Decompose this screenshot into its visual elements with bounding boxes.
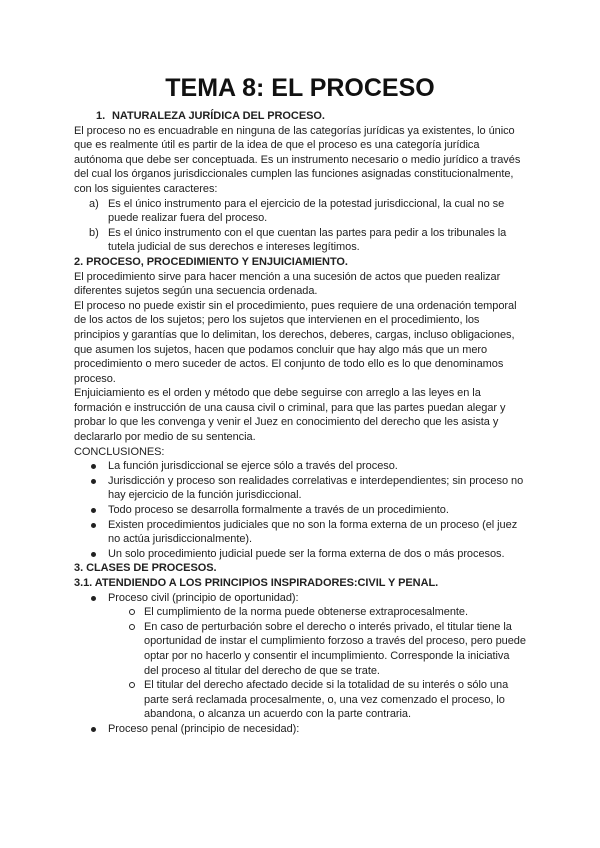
list-item (74, 459, 526, 474)
list-item-text: Todo proceso se desarrolla formalmente a través de un procedimiento. (108, 504, 449, 517)
hollow-bullet-icon (129, 609, 135, 615)
bullet-icon (91, 479, 96, 484)
document-body (74, 109, 526, 737)
sub-list-item (74, 678, 526, 722)
list-item-text: Proceso penal (principio de necesidad): (108, 722, 300, 735)
list-item-text: Jurisdicción y proceso son realidades correlativas e interdependientes; sin proceso no hay ejercicio de la función jurisdiccional. (108, 474, 524, 502)
list-item (74, 547, 526, 562)
section-3-heading: 3. CLASES DE PROCESOS. (74, 562, 217, 575)
list-item-text: Es el único instrumento para el ejercicio de la potestad jurisdiccional, la cual no se puede realizar fuera del proceso. (108, 197, 505, 225)
list-item (74, 518, 526, 547)
bullet-icon (91, 464, 96, 469)
list-item-penal (74, 722, 526, 737)
section-2-paragraph: El procedimiento sirve para hacer mención a una sucesión de actos que pueden realizar diferentes sujetos según una secuencia ordenada. (74, 270, 501, 298)
section-1-number: 1. (96, 110, 106, 122)
list-marker: a) (89, 197, 99, 210)
list-item (74, 197, 526, 226)
hollow-bullet-icon (129, 624, 135, 630)
section-2-paragraph: El proceso no puede existir sin el procedimiento, pues requiere de una ordenación temporal de los actos de los sujetos; pero los sujetos que intervienen en el procedimiento, los principios y garantías que lo delimitan, los derechos, deberes, cargas, incluso obligaciones, que asumen los sujetos, hacen que podamos concluir que hay algo más que un mero procedimiento o mero suceder de actos. El conjunto de todo ello es lo que denominamos proceso. (74, 299, 517, 385)
list-item (74, 226, 526, 255)
list-item-text: En caso de perturbación sobre el derecho o interés privado, el titular tiene la oportunidad de instar el cumplimiento forzoso a través del proceso, pero puede optar por no hacerlo y consentir el incumplimiento. Corresponde la iniciativa del proceso al titular del derecho de que se trate. (144, 620, 526, 677)
list-item-text: El cumplimiento de la norma puede obtenerse extraprocesalmente. (144, 606, 468, 619)
list-item-text: El titular del derecho afectado decide si la totalidad de su interés o sólo una parte será reclamada procesalmente, o, una vez comenzado el proceso, lo abandona, o alcanza un acuerdo con la parte contraria. (144, 679, 509, 721)
page-title: TEMA 8: EL PROCESO (165, 74, 435, 102)
section-1-list (74, 197, 526, 255)
list-item-text: Es el único instrumento con el que cuentan las partes para pedir a los tribunales la tutela judicial de sus derechos e intereses legítimos. (108, 226, 507, 254)
section-1-heading (74, 109, 526, 124)
section-1-paragraph: El proceso no es encuadrable en ninguna de las categorías jurídicas ya existentes, lo único que es realmente útil es partir de la idea de que el proceso es una categoría jurídica autónoma que debe ser conceptuada. Es un instrumento necesario o medio jurídico a través del cual los órganos jurisdiccionales cumplen las funciones asignadas constitucionalmente, con los siguientes caracteres: (74, 124, 521, 195)
list-marker: b) (89, 226, 99, 239)
section-2-heading: 2. PROCESO, PROCEDIMIENTO Y ENJUICIAMIENTO. (74, 255, 348, 268)
bullet-icon (91, 508, 96, 513)
sub-list-item (74, 620, 526, 678)
bullet-icon (91, 552, 96, 557)
list-item-text: Un solo procedimiento judicial puede ser la forma externa de dos o más procesos. (108, 547, 505, 560)
section-1-title: NATURALEZA JURÍDICA DEL PROCESO. (112, 110, 325, 122)
conclusions-list (74, 459, 526, 561)
civil-sublist (74, 605, 526, 722)
bullet-icon (91, 523, 96, 528)
list-item (74, 503, 526, 518)
process-types-list (74, 591, 526, 606)
bullet-icon (91, 727, 96, 732)
conclusions-label: CONCLUSIONES: (74, 445, 165, 458)
bullet-icon (91, 596, 96, 601)
list-item-text: La función jurisdiccional se ejerce sólo a través del proceso. (108, 460, 398, 473)
list-item-text: Existen procedimientos judiciales que no son la forma externa de un proceso (el juez no actúa jurisdiccionalmente). (108, 518, 518, 546)
hollow-bullet-icon (129, 682, 135, 688)
section-3-1-heading: 3.1. ATENDIENDO A LOS PRINCIPIOS INSPIRADORES:CIVIL Y PENAL. (74, 577, 439, 589)
list-item-text: Proceso civil (principio de oportunidad): (108, 591, 299, 604)
sub-list-item (74, 605, 526, 620)
list-item (74, 474, 526, 503)
list-item-civil (74, 591, 526, 606)
process-types-list-2 (74, 722, 526, 737)
section-2-paragraph: Enjuiciamiento es el orden y método que debe seguirse con arreglo a las leyes en la formación e instrucción de una causa civil o criminal, para que las partes puedan alegar y probar lo que les convenga y venir el Juez en conocimiento del derecho que les asista y declararlo por medio de su sentencia. (74, 387, 506, 444)
